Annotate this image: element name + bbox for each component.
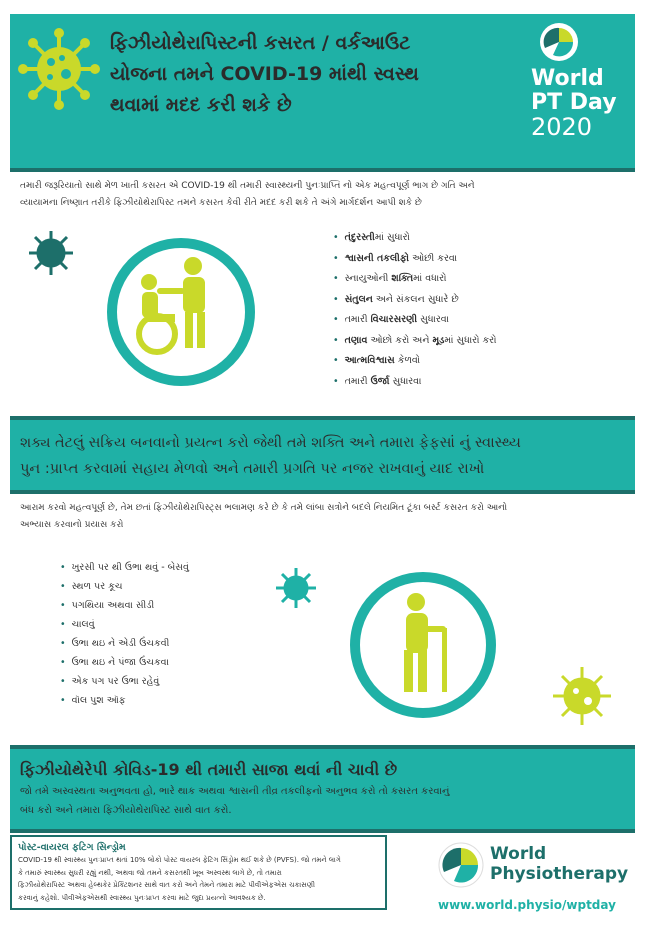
intro-text: તમારી જરૂરિયાતો સાથે મેળ ખાતી કસરત એ COVID-19 થી તમારી સ્વાસ્થ્યની પુનઃપ્રાપ્તિ નો એક મહત્વપૂર્ણ ભાગ છે ગતિ અને વ્યાયામના નિષ્ણાત તરીકે ફિઝીયોથેરાપિસ્ટ તમને કસરત કેવી રીતે મદદ કરી શકે તે અંગે માર્ગદર્શન આપી શકે છે (20, 181, 475, 208)
benefits-list (333, 228, 496, 392)
list-item: • ઉભા થઇ ને પંજા ઉંચકવા (60, 653, 189, 672)
virus-icon (26, 228, 76, 278)
wpt-day-logo-icon (539, 22, 579, 62)
list-item: • સ્થળ પર કૂચ (60, 577, 189, 596)
rest-text: આરામ કરવો મહત્વપૂર્ણ છે, તેમ છતાં ફિઝીયોથેરાપિસ્ટ્સ ભલામણ કરે છે કે તમે લાંબા સત્રોને બદલે નિયમિત ટૂંકા બર્સ્ટ કસરત કરો આનો અભ્યાસ કરવાનો પ્રયાસ કરો (20, 503, 508, 530)
list-item: • તમારી વિચારસરણી સુધારવા (333, 310, 496, 331)
list-item: • શ્વાસની તકલીફો ઓછી કરવા (333, 249, 496, 270)
list-item: • એક પગ પર ઉભા રહેવું (60, 672, 189, 691)
wheelchair-assist-icon (127, 252, 237, 362)
list-item: • તમારી ઉર્જા સુધારવા (333, 372, 496, 393)
list-item: • સ્નાયુઓની શક્તિમાં વધારો (333, 269, 496, 290)
pvfs-box: પોસ્ટ-વાયરલ ફટિગ સિન્ડ્રોમ COVID-19 થી સ્વાસ્થ્ય પુનઃપ્રાપ્ત થતાં 10% લોકો પોસ્ટ વાયરલ ફેટિગ સિંડ્રોમ થઈ શકે છે (PVFS). જો તમને લાગે કે તમારું સ્વાસ્થ્ય સુધરી રહ્યું નથી, અથવા જો તમને કસરતથી ખૂબ અસ્વસ્થ લાગે છે, તો તમારા ફિઝીયોથેરાપિસ્ટ અથવા હેલ્થકેર પ્રેક્ટિશનર સાથે વાત કરો અને તેમને તમારા માટે પીવીએફએસ ચકાસણી કરવાનું કહેશો. પીવીએફએસથી સ્વાસ્થ્ય પુનઃપ્રાપ્ત કરવા માટે જુદા પ્રયત્નો આવશ્યક છે. (10, 835, 387, 910)
world-physiotherapy-icon (438, 842, 484, 888)
list-item: • આત્મવિશ્વાસ કેળવો (333, 351, 496, 372)
list-item: • ચાલવું (60, 615, 189, 634)
virus-icon (550, 664, 614, 728)
list-item: • ઉભા થઇ ને એડી ઉંચકવી (60, 634, 189, 653)
website-link[interactable]: www.world.physio/wptday (438, 898, 616, 912)
list-item: • તંદુરસ્તીમાં સુધારો (333, 228, 496, 249)
list-item: • તણાવ ઓછો કરો અને મૂડમાં સુધારો કરો (333, 331, 496, 352)
virus-icon (18, 28, 100, 110)
list-item: • સંતુલન અને સંકલન સુધારે છે (333, 290, 496, 311)
recovery-text: જો તમે અસ્વસ્થતા અનુભવતા હો, ભારે થાક અથવા શ્વાસની તીવ્ર તકલીફનો અનુભવ કરો તો કસરત કરવાનું બંધ કરો અને તમારા ફિઝીયોથેરાપિસ્ટ સાથે વાત કરો. (20, 786, 450, 816)
list-item: • ખુરસી પર થી ઉભા થવું - બેસવું (60, 558, 189, 577)
page-title: ફિઝીયોથેરાપિસ્ટની કસરત / વર્કઆઉટ યોજના તમને COVID-19 માંથી સ્વસ્થ થવામાં મદદ કરી શકે છે (110, 32, 419, 116)
walking-cane-icon (380, 590, 470, 700)
list-item: • વૉલ પુશ ઑફ (60, 691, 189, 710)
activity-message: શક્ય તેટલું સક્રિય બનવાનો પ્રયત્ન કરો જેથી તમે શક્તિ અને તમારા ફેફસાં નું સ્વાસ્થ્ય પુન :પ્રાપ્ત કરવામાં સહાય મેળવો અને તમારી પ્રગતિ પર નજર રાખવાનું યાદ રાખો (20, 435, 521, 477)
virus-icon (274, 566, 318, 610)
exercise-list (60, 558, 189, 710)
list-item: • પગથિયા અથવા સીડી (60, 596, 189, 615)
world-pt-day-logo: World PT Day 2020 (531, 22, 626, 140)
recovery-title: ફિઝીયોથેરેપી કોવિડ-19 થી તમારી સાજા થવાં ની ચાવી છે (20, 760, 398, 779)
